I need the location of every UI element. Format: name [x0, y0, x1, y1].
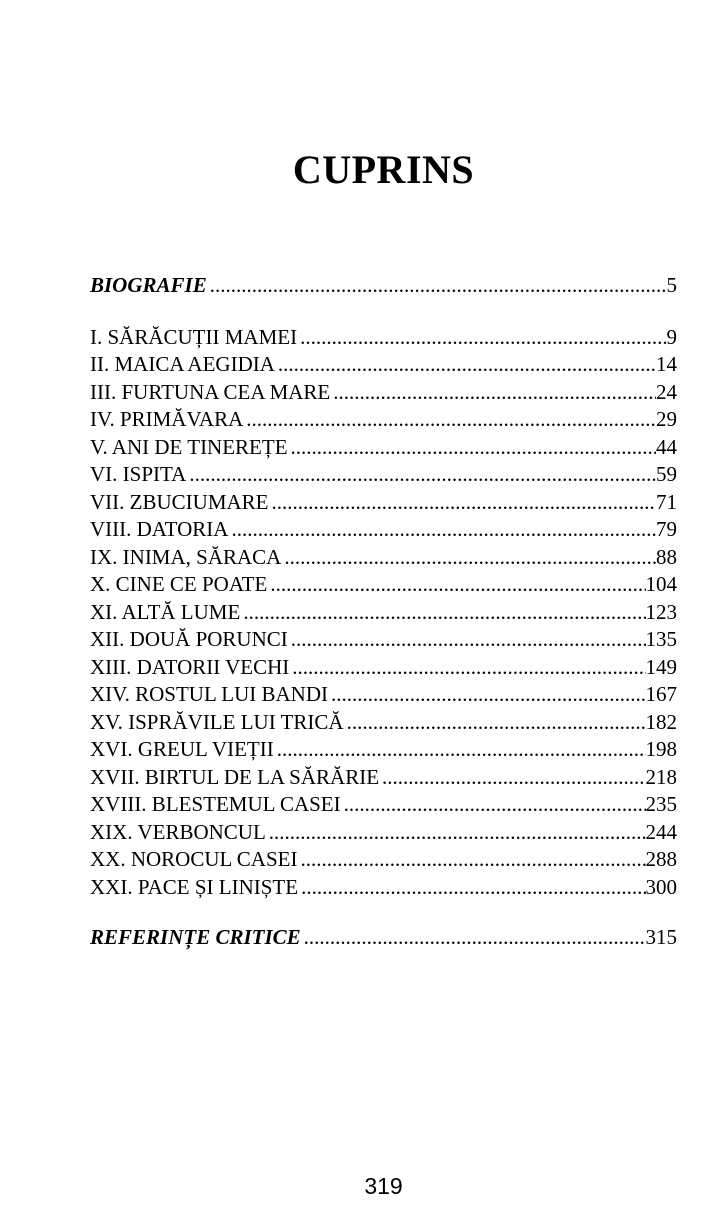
- toc-entry-page-number: 5: [666, 273, 677, 297]
- toc-entry-label: XVIII. BLESTEMUL CASEI: [90, 792, 341, 816]
- dot-leader: [347, 709, 646, 737]
- toc-entry: [90, 324, 677, 352]
- toc-entry-page-number: 123: [645, 599, 677, 624]
- toc-entry-page-number: 244: [645, 819, 677, 844]
- toc-entry: [90, 461, 677, 489]
- dot-leader: [382, 764, 645, 792]
- toc-entry-label: VIII. DATORIA: [90, 517, 229, 541]
- dot-leader: [333, 379, 656, 407]
- toc-entry-label: IX. INIMA, SĂRACA: [90, 544, 282, 569]
- toc-entry-page-number: 218: [645, 764, 677, 789]
- toc-entry-label: IV. PRIMĂVARA: [90, 407, 244, 431]
- toc-entry: [90, 736, 677, 764]
- toc-entry: [90, 516, 677, 544]
- toc-entry: [90, 571, 677, 599]
- table-of-contents: [90, 272, 677, 952]
- toc-entry-label: XVII. BIRTUL DE LA SĂRĂRIE: [90, 764, 380, 789]
- toc-entry-page-number: 14: [656, 352, 677, 376]
- dot-leader: [246, 406, 656, 434]
- toc-entry-page-number: 9: [666, 324, 677, 349]
- dot-leader: [291, 626, 646, 654]
- toc-entry: [90, 544, 677, 572]
- toc-entry: [90, 846, 677, 874]
- toc-entry-biografie: [90, 272, 677, 300]
- toc-entry-label: XV. ISPRĂVILE LUI TRICĂ: [90, 709, 344, 734]
- folio-page-number: 319: [364, 1173, 403, 1199]
- toc-entry-label: XII. DOUĂ PORUNCI: [90, 627, 288, 651]
- chapter-list: [90, 324, 677, 902]
- toc-entry-page-number: 59: [656, 462, 677, 486]
- toc-entry-page-number: 71: [656, 489, 677, 514]
- dot-leader: [272, 489, 657, 517]
- toc-entry: [90, 599, 677, 627]
- toc-entry-label: XVI. GREUL VIEȚII: [90, 737, 274, 761]
- dot-leader: [331, 681, 646, 709]
- toc-entry-page-number: 300: [645, 874, 677, 899]
- toc-entry-page-number: 135: [645, 627, 677, 651]
- dot-leader: [243, 599, 645, 627]
- dot-leader: [269, 819, 646, 847]
- toc-entry: [90, 406, 677, 434]
- page-content: [90, 146, 677, 952]
- toc-entry: [90, 654, 677, 682]
- toc-entry-label: VII. ZBUCIUMARE: [90, 489, 269, 514]
- toc-entry-label: VI. ISPITA: [90, 462, 187, 486]
- dot-leader: [344, 791, 646, 819]
- toc-entry: [90, 489, 677, 517]
- toc-entry: [90, 819, 677, 847]
- toc-entry-page-number: 315: [645, 925, 677, 949]
- toc-entry: [90, 681, 677, 709]
- dot-leader: [189, 461, 656, 489]
- toc-entry: [90, 351, 677, 379]
- toc-entry-page-number: 149: [645, 654, 677, 679]
- dot-leader: [300, 846, 645, 874]
- dot-leader: [284, 544, 656, 572]
- toc-entry-page-number: 198: [645, 737, 677, 761]
- toc-entry-label: II. MAICA AEGIDIA: [90, 352, 275, 376]
- toc-entry-page-number: 182: [645, 709, 677, 734]
- toc-entry-label: XX. NOROCUL CASEI: [90, 847, 298, 871]
- toc-entry-label: REFERINȚE CRITICE: [90, 925, 301, 949]
- toc-entry-label: XI. ALTĂ LUME: [90, 599, 241, 624]
- dot-leader: [300, 324, 666, 352]
- toc-entry-label: XXI. PACE ȘI LINIȘTE: [90, 874, 299, 899]
- toc-entry: [90, 434, 677, 462]
- toc-entry-label: BIOGRAFIE: [90, 273, 207, 297]
- toc-entry-page-number: 288: [645, 847, 677, 871]
- toc-entry-page-number: 24: [656, 379, 677, 404]
- toc-entry: [90, 874, 677, 902]
- dot-leader: [278, 351, 656, 379]
- toc-entry-page-number: 44: [656, 434, 677, 459]
- toc-entry-label: V. ANI DE TINEREȚE: [90, 434, 288, 459]
- dot-leader: [277, 736, 646, 764]
- dot-leader: [301, 874, 645, 902]
- toc-entry: [90, 626, 677, 654]
- toc-entry-referinte-critice: [90, 924, 677, 952]
- toc-entry-label: XIX. VERBONCUL: [90, 819, 266, 844]
- toc-entry-page-number: 104: [645, 572, 677, 596]
- toc-entry-label: XIII. DATORII VECHI: [90, 654, 290, 679]
- dot-leader: [292, 654, 645, 682]
- toc-entry: [90, 764, 677, 792]
- toc-entry-page-number: 167: [645, 682, 677, 706]
- toc-entry-page-number: 29: [656, 407, 677, 431]
- dot-leader: [304, 924, 646, 952]
- dot-leader: [231, 516, 656, 544]
- toc-entry-page-number: 79: [656, 517, 677, 541]
- toc-entry-label: X. CINE CE POATE: [90, 572, 268, 596]
- toc-entry: [90, 379, 677, 407]
- dot-leader: [210, 272, 667, 300]
- dot-leader: [291, 434, 656, 462]
- toc-entry: [90, 709, 677, 737]
- toc-entry-page-number: 88: [656, 544, 677, 569]
- toc-entry-page-number: 235: [645, 792, 677, 816]
- toc-entry-label: I. SĂRĂCUȚII MAMEI: [90, 324, 298, 349]
- dot-leader: [270, 571, 645, 599]
- page-title: CUPRINS: [292, 147, 475, 192]
- toc-entry-label: III. FURTUNA CEA MARE: [90, 379, 331, 404]
- toc-entry: [90, 791, 677, 819]
- toc-entry-label: XIV. ROSTUL LUI BANDI: [90, 682, 328, 706]
